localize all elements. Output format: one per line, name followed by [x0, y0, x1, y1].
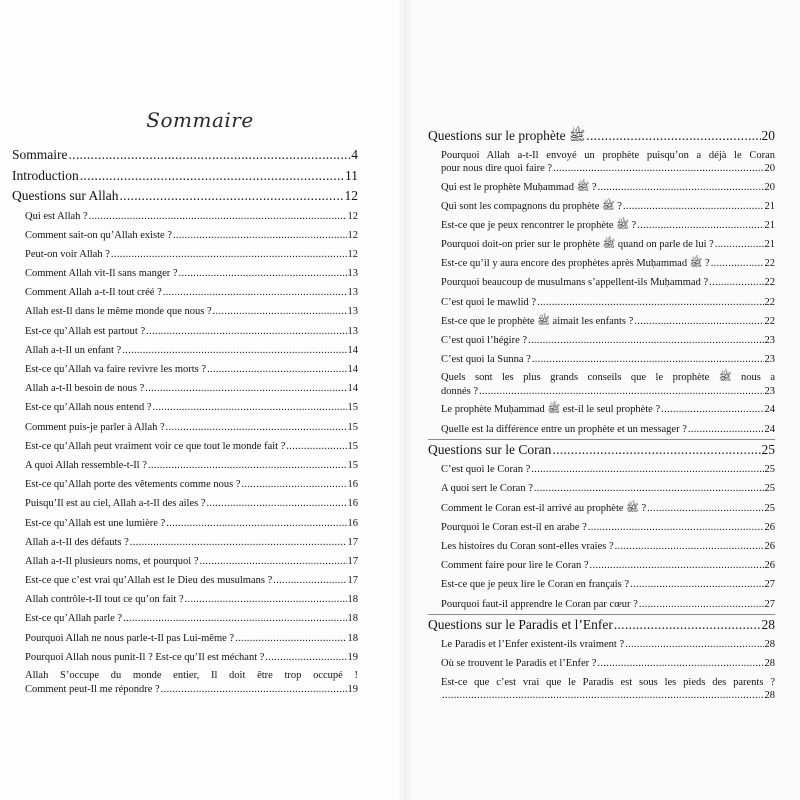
- toc-entry[interactable]: [12, 648, 358, 667]
- toc-leader-dots: [615, 537, 764, 556]
- toc-page-number: 13: [347, 287, 358, 299]
- toc-entry[interactable]: [12, 494, 358, 513]
- toc-entry[interactable]: [428, 350, 775, 369]
- toc-entry-title: Allah est-Il dans le même monde que nous ?: [25, 306, 212, 318]
- toc-entry-title: Est-ce qu’Allah porte des vêtements comme nous ?: [25, 479, 241, 491]
- toc-page-number: 28: [764, 658, 775, 670]
- toc-entry-title: Pourquoi Allah ne nous parle-t-Il pas Lui-même ?: [25, 632, 235, 644]
- toc-entry-title: Allah a-t-Il un enfant ?: [25, 344, 122, 356]
- toc-page-number: 21: [764, 219, 775, 231]
- toc-page-number: 20: [764, 181, 775, 193]
- toc-page-number: 13: [347, 306, 358, 318]
- toc-leader-dots: [89, 207, 347, 226]
- toc-entry[interactable]: [428, 635, 775, 654]
- toc-page-number: 11: [345, 167, 358, 183]
- toc-entry[interactable]: [12, 418, 358, 437]
- toc-entry[interactable]: [12, 207, 358, 226]
- toc-entry-title: Questions sur Allah: [12, 188, 119, 203]
- toc-entry-title: Pourquoi le Coran est-il en arabe ?: [441, 521, 587, 533]
- toc-section-heading[interactable]: [428, 439, 775, 461]
- toc-page-number: 12: [347, 229, 358, 241]
- toc-entry[interactable]: [12, 514, 358, 533]
- toc-entry-multiline[interactable]: [428, 369, 775, 400]
- toc-entry[interactable]: [12, 609, 358, 628]
- toc-page-number: 23: [764, 335, 775, 346]
- toc-entry[interactable]: [428, 575, 775, 594]
- toc-page-number: 22: [764, 258, 775, 270]
- toc-leader-dots: [586, 126, 760, 147]
- toc-leader-dots: [614, 615, 761, 636]
- toc-leader-dots: [166, 514, 346, 533]
- toc-entry[interactable]: [12, 322, 358, 341]
- toc-page-number: 12: [347, 210, 358, 222]
- toc-leader-dots: [146, 322, 346, 341]
- toc-page-number: 22: [764, 315, 775, 327]
- toc-entry-title: Allah contrôle-t-Il tout ce qu’on fait ?: [25, 594, 184, 606]
- toc-entry-title: Est-ce qu’Allah va faire revivre les morts ?: [25, 364, 207, 375]
- toc-entry[interactable]: [428, 499, 775, 518]
- toc-entry-title: Est-ce que je peux rencontrer le prophète ﷺ ?: [441, 219, 637, 231]
- toc-entry[interactable]: [428, 216, 775, 235]
- toc-page-number: 22: [764, 277, 775, 289]
- toc-entry-title: Pourquoi Allah nous punit-Il ? Est-ce qu’Il est méchant ?: [25, 651, 265, 663]
- toc-page-number: 21: [764, 200, 775, 212]
- toc-page-number: 4: [351, 147, 358, 162]
- toc-page-number: 13: [347, 268, 358, 280]
- toc-page-number: 18: [347, 594, 358, 606]
- toc-entry-title-cont: donnés ?: [441, 385, 479, 397]
- toc-entry-title: C’est quoi le mawlid ?: [441, 296, 537, 308]
- toc-entry-title: Comment Allah a-t-Il tout créé ?: [25, 287, 162, 299]
- book-gutter: [398, 0, 412, 800]
- toc-entry-title: Questions sur le Coran: [428, 441, 552, 457]
- toc-entry-title: Le Paradis et l’Enfer existent-ils vraiment ?: [441, 639, 625, 651]
- toc-page-number: 28: [764, 639, 775, 651]
- toc-entry[interactable]: [12, 245, 358, 264]
- toc-leader-dots: [200, 552, 347, 571]
- toc-entry[interactable]: [428, 235, 775, 254]
- toc-entry[interactable]: [428, 400, 775, 419]
- toc-left-column: [12, 145, 358, 698]
- toc-entry-title: Le prophète Muḥammad ﷺ est-il le seul prophète ?: [441, 404, 661, 416]
- toc-section-heading[interactable]: [428, 614, 775, 636]
- toc-page-number: 12: [344, 188, 358, 203]
- toc-entry[interactable]: [12, 360, 358, 379]
- toc-leader-dots: [532, 350, 764, 369]
- toc-leader-dots: [80, 166, 344, 187]
- toc-page-number: 23: [764, 354, 775, 366]
- toc-entry[interactable]: [12, 302, 358, 321]
- toc-page-number: 18: [347, 613, 358, 625]
- toc-leader-dots: [153, 398, 347, 417]
- toc-leader-dots: [286, 437, 346, 456]
- toc-leader-dots: [207, 494, 347, 513]
- toc-entry-title: Questions sur le Paradis et l’Enfer: [428, 616, 613, 632]
- toc-entry[interactable]: [428, 556, 775, 575]
- toc-entry-last-line: [441, 385, 775, 399]
- toc-entry-title: C’est quoi l’hégire ?: [441, 335, 528, 346]
- toc-leader-dots: [442, 689, 764, 703]
- toc-entry[interactable]: [428, 331, 775, 350]
- toc-entry-title: Qui sont les compagnons du prophète ﷺ ?: [441, 200, 622, 212]
- toc-entry-title: Pourquoi beaucoup de musulmans s’appellent-ils Muḥammad ?: [441, 277, 709, 289]
- toc-entry[interactable]: [428, 312, 775, 331]
- toc-leader-dots: [130, 533, 347, 552]
- toc-section-heading[interactable]: [12, 186, 358, 207]
- toc-entry[interactable]: [12, 571, 358, 590]
- toc-page-number: 14: [347, 344, 358, 356]
- toc-page-number: 16: [347, 479, 358, 491]
- toc-page-number: 25: [764, 483, 775, 495]
- toc-entry[interactable]: [428, 273, 775, 292]
- toc-leader-dots: [173, 226, 347, 245]
- toc-entry[interactable]: [12, 341, 358, 360]
- toc-entry[interactable]: [12, 283, 358, 302]
- toc-entry[interactable]: [428, 537, 775, 556]
- toc-entry-title: Est-ce qu’Allah est partout ?: [25, 325, 146, 337]
- toc-entry-title: Introduction: [12, 167, 79, 183]
- toc-entry-title: Est-ce qu’Allah parle ?: [25, 613, 123, 625]
- toc-page-number: 23: [764, 385, 775, 397]
- toc-leader-dots: [531, 460, 763, 479]
- toc-leader-dots: [145, 379, 346, 398]
- toc-entry-title-cont: Comment peut-Il me répondre ?: [25, 683, 160, 695]
- toc-entry-title: Est-ce que je peux lire le Coran en français ?: [441, 579, 630, 591]
- toc-entry-title-line: Quels sont les plus grands conseils que le prophète ﷺ nous a: [441, 372, 775, 384]
- toc-page-number: 28: [764, 690, 775, 702]
- toc-page-number: 26: [764, 560, 775, 572]
- toc-entry-title: Qui est Allah ?: [25, 210, 88, 222]
- toc-entry-title: Est-ce qu’il y aura encore des prophètes après Muḥammad ﷺ ?: [441, 258, 710, 270]
- toc-entry-title-line: Allah S’occupe du monde entier, Il doit être trop occupé !: [25, 670, 358, 681]
- toc-entry-title: Allah a-t-Il des défauts ?: [25, 536, 129, 548]
- toc-leader-dots: [588, 518, 764, 537]
- toc-page-number: 26: [764, 521, 775, 533]
- toc-entry-title-line: Est-ce que c’est vrai que le Paradis est sous les pieds des parents ?: [441, 676, 775, 688]
- toc-leader-dots: [590, 556, 764, 575]
- toc-leader-dots: [647, 499, 763, 518]
- toc-page-number: 16: [347, 517, 358, 529]
- toc-page-number: 18: [347, 632, 358, 644]
- toc-entry[interactable]: [428, 178, 775, 197]
- toc-page-number: 24: [764, 423, 775, 435]
- toc-entry-title: Est-ce que le prophète ﷺ aimait les enfants ?: [441, 315, 634, 327]
- toc-leader-dots: [120, 186, 344, 207]
- toc-leader-dots: [553, 162, 763, 176]
- toc-page-number: 24: [764, 404, 775, 416]
- toc-entry[interactable]: [428, 197, 775, 216]
- toc-entry-title: Pourquoi faut-il apprendre le Coran par cœur ?: [441, 598, 638, 610]
- toc-leader-dots: [634, 312, 763, 331]
- page-title: Sommaire: [146, 108, 254, 132]
- toc-section-heading[interactable]: [12, 145, 358, 166]
- toc-entry-title: Est-ce qu’Allah peut vraiment voir ce que tout le monde fait ?: [25, 440, 286, 452]
- toc-leader-dots: [241, 475, 346, 494]
- toc-entry[interactable]: [428, 595, 775, 614]
- toc-page-number: 17: [347, 536, 358, 548]
- toc-entry[interactable]: [12, 590, 358, 609]
- toc-entry-multiline[interactable]: [428, 147, 775, 178]
- toc-leader-dots: [265, 648, 346, 667]
- toc-entry[interactable]: [12, 456, 358, 475]
- toc-entry-title: Est-ce que c’est vrai qu’Allah est le Dieu des musulmans ?: [25, 575, 273, 587]
- toc-entry[interactable]: [12, 552, 358, 571]
- toc-leader-dots: [273, 571, 346, 590]
- toc-entry-title: Comment puis-je parler à Allah ?: [25, 421, 165, 433]
- toc-leader-dots: [166, 418, 347, 437]
- toc-page-number: 25: [764, 464, 775, 476]
- toc-leader-dots: [715, 235, 764, 254]
- toc-entry[interactable]: [428, 460, 775, 479]
- toc-page-number: 15: [347, 440, 358, 452]
- toc-entry[interactable]: [428, 254, 775, 273]
- toc-entry-title: Comment sait-on qu’Allah existe ?: [25, 229, 172, 241]
- toc-leader-dots: [161, 683, 347, 697]
- toc-page-number: 21: [764, 239, 775, 251]
- toc-leader-dots: [179, 264, 347, 283]
- toc-page-number: 20: [761, 128, 775, 143]
- toc-page-number: 27: [764, 598, 775, 610]
- toc-page-number: 14: [347, 364, 358, 375]
- toc-leader-dots: [528, 331, 763, 350]
- toc-entry[interactable]: [428, 420, 775, 439]
- toc-entry-last-line: [25, 683, 358, 697]
- toc-leader-dots: [637, 216, 763, 235]
- toc-section-heading[interactable]: [12, 166, 358, 187]
- toc-entry-title: A quoi sert le Coran ?: [441, 483, 533, 495]
- toc-entry[interactable]: [12, 226, 358, 245]
- toc-entry[interactable]: [12, 475, 358, 494]
- toc-page-number: 15: [347, 459, 358, 471]
- toc-leader-dots: [623, 197, 764, 216]
- toc-page-number: 15: [347, 421, 358, 433]
- toc-leader-dots: [537, 293, 763, 312]
- toc-section-heading[interactable]: [428, 126, 775, 147]
- toc-page-number: 27: [764, 579, 775, 591]
- toc-entry-last-line: [441, 689, 775, 703]
- toc-entry-title: Comment le Coran est-il arrivé au prophète ﷺ ?: [441, 502, 647, 514]
- toc-entry[interactable]: [428, 479, 775, 498]
- toc-entry-title: Les histoires du Coran sont-elles vraies ?: [441, 541, 614, 552]
- toc-leader-dots: [235, 629, 346, 648]
- toc-entry-last-line: [441, 162, 775, 176]
- toc-page-number: 20: [764, 163, 775, 174]
- toc-page-number: 16: [347, 498, 358, 510]
- toc-page-number: 25: [761, 441, 775, 457]
- toc-leader-dots: [711, 254, 764, 273]
- toc-leader-dots: [185, 590, 347, 609]
- toc-leader-dots: [148, 456, 347, 475]
- toc-page-number: 19: [347, 651, 358, 663]
- toc-leader-dots: [709, 273, 763, 292]
- toc-entry-title: Peut-on voir Allah ?: [25, 248, 110, 260]
- toc-entry-title: C’est quoi la Sunna ?: [441, 354, 531, 366]
- toc-leader-dots: [213, 302, 347, 321]
- toc-entry-title: Comment Allah vit-Il sans manger ?: [25, 268, 178, 280]
- toc-page-number: 13: [347, 325, 358, 337]
- toc-leader-dots: [479, 385, 763, 399]
- toc-entry-title: Comment faire pour lire le Coran ?: [441, 560, 589, 572]
- toc-entry[interactable]: [12, 629, 358, 648]
- toc-entry-title: Allah a-t-Il plusieurs noms, et pourquoi ?: [25, 555, 199, 567]
- toc-leader-dots: [552, 440, 760, 461]
- toc-right-column: [428, 126, 775, 705]
- toc-entry-title: Est-ce qu’Allah est une lumière ?: [25, 517, 166, 529]
- toc-leader-dots: [207, 360, 346, 379]
- toc-leader-dots: [688, 420, 764, 439]
- toc-entry[interactable]: [428, 654, 775, 673]
- toc-leader-dots: [661, 400, 763, 419]
- toc-entry-title: Puisqu’Il est au ciel, Allah a-t-Il des ailes ?: [25, 498, 206, 510]
- toc-page-number: 17: [347, 575, 358, 587]
- toc-entry[interactable]: [12, 533, 358, 552]
- toc-entry[interactable]: [428, 518, 775, 537]
- toc-page-number: 25: [764, 502, 775, 514]
- toc-entry-multiline[interactable]: [12, 667, 358, 698]
- toc-page-number: 15: [347, 402, 358, 414]
- toc-leader-dots: [163, 283, 347, 302]
- toc-page-number: 19: [347, 683, 358, 695]
- toc-entry-multiline[interactable]: [428, 674, 775, 705]
- toc-page-number: 17: [347, 555, 358, 567]
- toc-page-number: 14: [347, 383, 358, 395]
- toc-page-number: 28: [761, 616, 775, 632]
- toc-entry-title-cont: pour nous dire quoi faire ?: [441, 163, 553, 174]
- toc-leader-dots: [534, 479, 764, 498]
- toc-leader-dots: [625, 635, 763, 654]
- toc-entry[interactable]: [428, 293, 775, 312]
- toc-entry-title: C’est quoi le Coran ?: [441, 464, 531, 476]
- toc-leader-dots: [69, 145, 351, 166]
- toc-page-number: 12: [347, 248, 358, 260]
- toc-leader-dots: [630, 575, 763, 594]
- toc-page-number: 22: [764, 296, 775, 308]
- toc-entry[interactable]: [12, 264, 358, 283]
- toc-entry-title: Questions sur le prophète ﷺ: [428, 128, 586, 143]
- toc-entry[interactable]: [12, 437, 358, 456]
- toc-entry-title: A quoi Allah ressemble-t-Il ?: [25, 459, 147, 471]
- toc-entry-title: Allah a-t-Il besoin de nous ?: [25, 383, 145, 395]
- toc-entry[interactable]: [12, 379, 358, 398]
- toc-entry[interactable]: [12, 398, 358, 417]
- toc-leader-dots: [111, 245, 347, 264]
- toc-entry-title: Pourquoi doit-on prier sur le prophète ﷺ quand on parle de lui ?: [441, 239, 714, 251]
- toc-leader-dots: [122, 341, 346, 360]
- toc-entry-title: Quelle est la différence entre un prophète et un messager ?: [441, 423, 687, 435]
- toc-entry-title-line: Pourquoi Allah a-t-Il envoyé un prophète puisqu’on a déjà le Coran: [441, 149, 775, 161]
- toc-leader-dots: [597, 654, 763, 673]
- toc-entry-title: Où se trouvent le Paradis et l’Enfer ?: [441, 658, 597, 670]
- toc-entry-title: Sommaire: [12, 147, 68, 162]
- toc-leader-dots: [123, 609, 346, 628]
- toc-page-number: 26: [764, 541, 775, 552]
- toc-entry-title: Qui est le prophète Muḥammad ﷺ ?: [441, 181, 597, 193]
- toc-leader-dots: [598, 178, 764, 197]
- toc-entry-title: Est-ce qu’Allah nous entend ?: [25, 402, 152, 414]
- toc-leader-dots: [639, 595, 764, 614]
